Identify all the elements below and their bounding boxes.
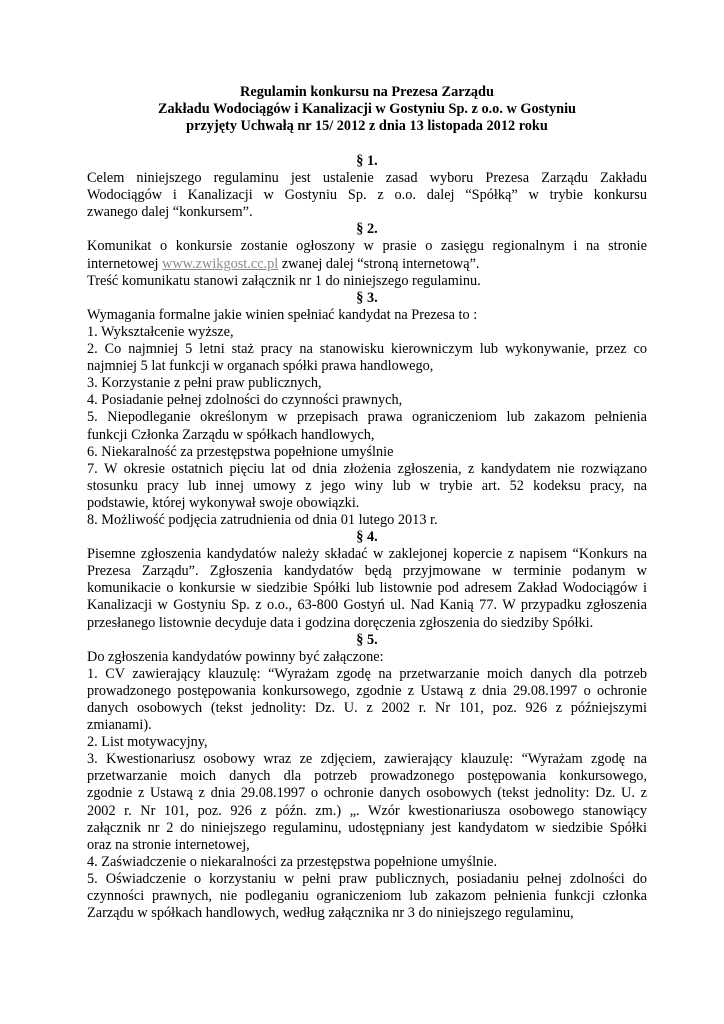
document-title xyxy=(87,84,647,135)
paragraph-line: komunikacie o konkursie w siedzibie Spółki lub listownie pod adresem Zakład Wodociągów i xyxy=(87,580,647,597)
list-item: 5. Oświadczenie o korzystaniu w pełni praw publicznych, posiadaniu pełnej zdolności do xyxy=(87,870,647,887)
list-item-cont: załącznik nr 2 do niniejszego regulaminu, udostępniany jest kandydatom w siedzibie Spółki xyxy=(87,819,647,836)
list-item: 7. W okresie ostatnich pięciu lat od dnia złożenia zgłoszenia, z kandydatem nie rozwiązano xyxy=(87,460,647,477)
list-item: 8. Możliwość podjęcia zatrudnienia od dnia 01 lutego 2013 r. xyxy=(87,511,438,528)
list-item-cont: prowadzonego postępowania konkursowego, zgodnie z Ustawą z dnia 29.08.1997 o ochronie xyxy=(87,682,647,699)
paragraph-line: Celem niniejszego regulaminu jest ustalenie zasad wyboru Prezesa Zarządu Zakładu xyxy=(87,170,647,187)
list-item: 6. Niekaralność za przestępstwa popełnione umyślnie xyxy=(87,443,394,460)
paragraph-line: Kanalizacji w Gostyniu Sp. z o.o., 63-800 Gostyń ul. Nad Kanią 77. W przypadku zgłoszenia xyxy=(87,597,647,614)
list-item-cont: zmianami). xyxy=(87,717,152,734)
list-item-cont: najmniej 5 lat funkcji w organach spółki prawa handlowego, xyxy=(87,358,434,375)
paragraph-line: Pisemne zgłoszenia kandydatów należy składać w zaklejonej kopercie z napisem “Konkurs na xyxy=(87,546,647,563)
list-item-cont: czynności prawnych, nie podleganiu ograniczeniom lub zakazom pełnienia funkcji członka xyxy=(87,888,647,905)
list-item-cont: podstawie, której wykonywał swoje obowiązki. xyxy=(87,494,360,511)
paragraph-line: Wymagania formalne jakie winien spełniać kandydat na Prezesa to : xyxy=(87,306,478,323)
paragraph-line: Do zgłoszenia kandydatów powinny być załączone: xyxy=(87,648,384,665)
section-heading: § 1. xyxy=(356,153,378,169)
section-2 xyxy=(87,221,647,289)
list-item: 2. List motywacyjny, xyxy=(87,734,208,751)
list-item: 1. CV zawierający klauzulę: “Wyrażam zgodę na przetwarzanie moich danych dla potrzeb xyxy=(87,665,647,682)
paragraph-line: Prezesa Zarządu”. Zgłoszenia kandydatów będą przyjmowane w terminie podanym w xyxy=(87,563,647,580)
list-item-cont: oraz na stronie internetowej, xyxy=(87,836,250,853)
paragraph-line: Komunikat o konkursie zostanie ogłoszony w prasie o zasięgu regionalnym i na stronie xyxy=(87,238,647,255)
section-heading: § 2. xyxy=(356,221,378,238)
list-item: 1. Wykształcenie wyższe, xyxy=(87,323,234,340)
list-item: 2. Co najmniej 5 letni staż pracy na stanowisku kierowniczym lub wykonywanie, przez co xyxy=(87,341,647,358)
list-item-cont: 2002 r. Nr 101, poz. 926 z późn. zm.) „. Wzór kwestionariusza osobowego stanowiący xyxy=(87,802,647,819)
section-heading: § 3. xyxy=(356,289,378,306)
section-1 xyxy=(87,153,647,221)
list-item-cont: danych osobowych (tekst jednolity: Dz. U. z 2002 r. Nr 101, poz. 926 z późniejszymi xyxy=(87,700,647,716)
section-heading: § 5. xyxy=(356,631,378,648)
paragraph-line: Wodociągów i Kanalizacji w Gostyniu Sp. z o.o. dalej “Spółką” w trybie konkursu xyxy=(87,187,647,204)
list-item: 4. Posiadanie pełnej zdolności do czynności prawnych, xyxy=(87,392,403,409)
list-item: 3. Kwestionariusz osobowy wraz ze zdjęciem, zawierający klauzulę: “Wyrażam zgodę na xyxy=(87,751,647,768)
document-page xyxy=(87,84,647,922)
section-5 xyxy=(87,632,647,923)
text: zwanej dalej “stroną internetową”. xyxy=(278,255,480,272)
section-3 xyxy=(87,290,647,529)
title-line: Regulamin konkursu na Prezesa Zarządu xyxy=(240,84,494,100)
list-item-cont: Zarządu w spółkach handlowych, według załącznika nr 3 do niniejszego regulaminu, xyxy=(87,905,574,922)
paragraph-line xyxy=(87,256,647,273)
paragraph-line: przesłanego listownie decyduje data i godzina doręczenia zgłoszenia do siedziby Spółki. xyxy=(87,614,594,631)
paragraph-line: zwanego dalej “konkursem”. xyxy=(87,204,253,221)
text: internetowej xyxy=(87,255,163,272)
paragraph-line: Treść komunikatu stanowi załącznik nr 1 do niniejszego regulaminu. xyxy=(87,272,481,289)
website-link[interactable]: www.zwikgost.cc.pl xyxy=(162,255,279,272)
title-line: przyjęty Uchwałą nr 15/ 2012 z dnia 13 listopada 2012 roku xyxy=(186,118,548,134)
list-item: 5. Niepodleganie określonym w przepisach prawa ograniczeniom lub zakazom pełnienia xyxy=(87,409,647,426)
list-item-cont: stosunku pracy lub innej umowy z jego winy lub w trybie art. 52 kodeksu pracy, na xyxy=(87,477,647,494)
list-item-cont: przetwarzanie moich danych dla potrzeb prowadzonego postępowania konkursowego, xyxy=(87,768,647,785)
list-item: 4. Zaświadczenie o niekaralności za przestępstwa popełnione umyślnie. xyxy=(87,853,498,870)
list-item-cont: funkcji Członka Zarządu w spółkach handlowych, xyxy=(87,426,375,443)
section-heading: § 4. xyxy=(356,529,378,546)
title-line: Zakładu Wodociągów i Kanalizacji w Gostyniu Sp. z o.o. w Gostyniu xyxy=(158,101,576,117)
list-item: 3. Korzystanie z pełni praw publicznych, xyxy=(87,375,322,392)
section-4 xyxy=(87,529,647,632)
list-item-cont: zgodnie z Ustawą z dnia 29.08.1997 o ochronie danych osobowych (tekst jednolity: Dz. U. z xyxy=(87,785,647,802)
